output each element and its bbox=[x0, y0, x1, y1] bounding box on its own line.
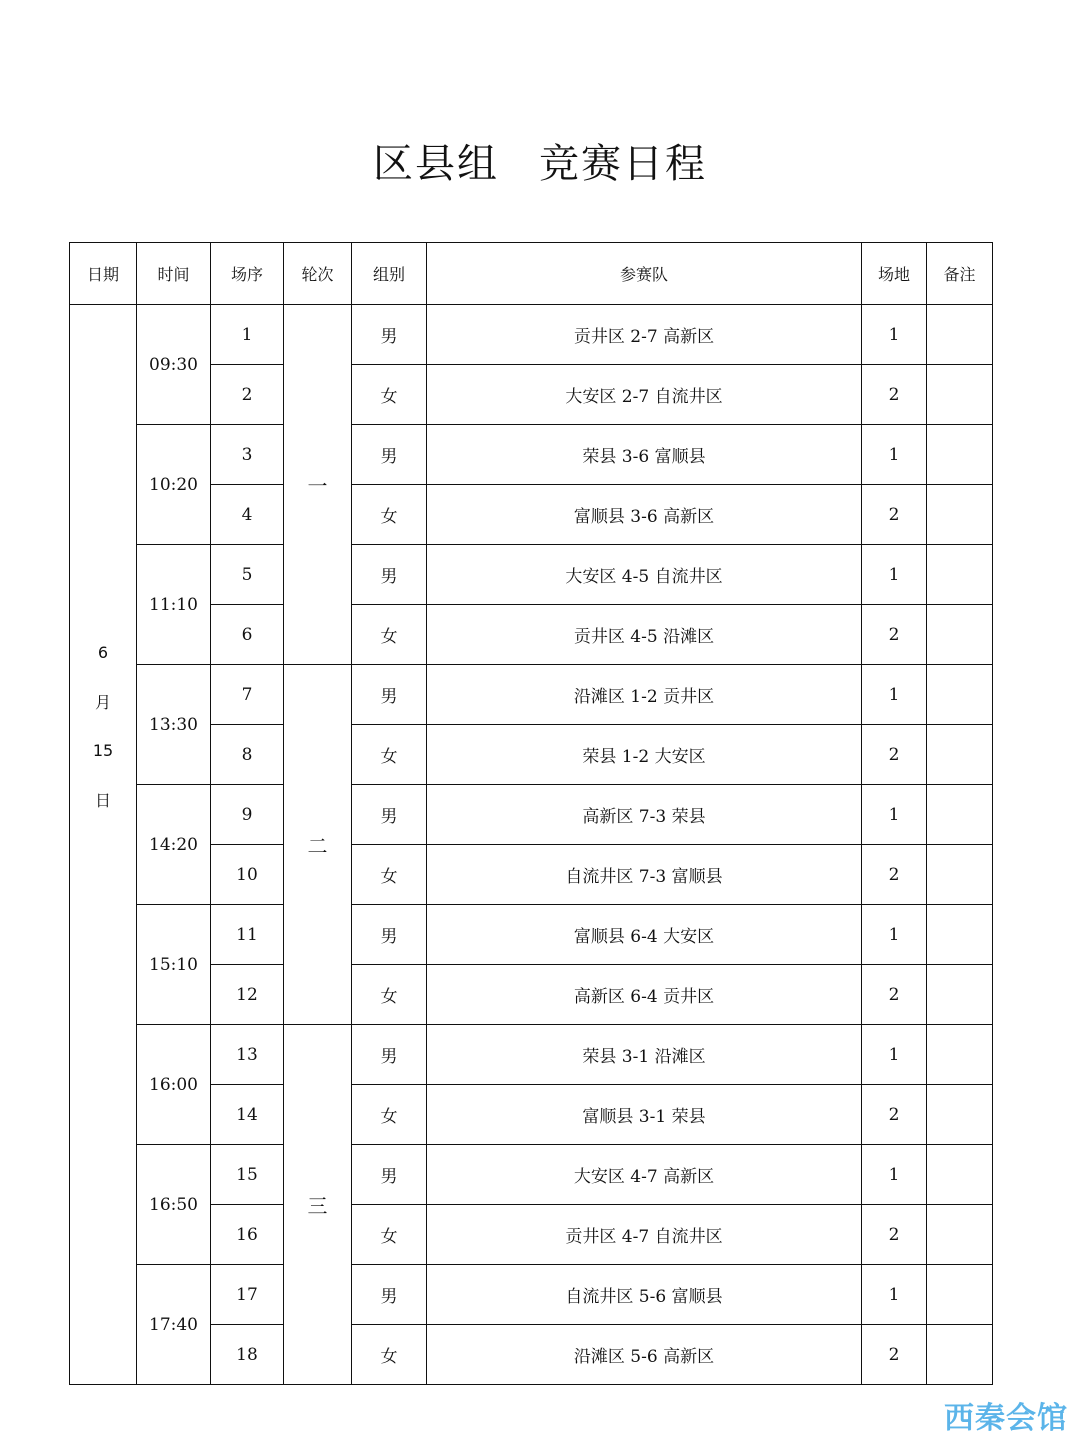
teams-cell: 自流井区 5-6 富顺县 bbox=[427, 1265, 862, 1325]
group-cell: 女 bbox=[352, 365, 427, 425]
note-cell bbox=[927, 485, 993, 545]
match-no-cell: 17 bbox=[211, 1265, 284, 1325]
header-venue: 场地 bbox=[862, 243, 927, 305]
match-no-cell: 12 bbox=[211, 965, 284, 1025]
note-cell bbox=[927, 425, 993, 485]
match-no-cell: 14 bbox=[211, 1085, 284, 1145]
venue-cell: 2 bbox=[862, 1085, 927, 1145]
note-cell bbox=[927, 1205, 993, 1265]
group-cell: 男 bbox=[352, 1265, 427, 1325]
teams-cell: 大安区 4-5 自流井区 bbox=[427, 545, 862, 605]
match-no-cell: 11 bbox=[211, 905, 284, 965]
venue-cell: 2 bbox=[862, 725, 927, 785]
teams-cell: 贡井区 4-5 沿滩区 bbox=[427, 605, 862, 665]
match-no-cell: 3 bbox=[211, 425, 284, 485]
note-cell bbox=[927, 1265, 993, 1325]
group-cell: 女 bbox=[352, 965, 427, 1025]
note-cell bbox=[927, 785, 993, 845]
note-cell bbox=[927, 305, 993, 365]
title-part2: 竞赛日程 bbox=[539, 141, 707, 187]
venue-cell: 2 bbox=[862, 1205, 927, 1265]
teams-cell: 荣县 1-2 大安区 bbox=[427, 725, 862, 785]
round-cell: 一 bbox=[284, 305, 352, 665]
teams-cell: 大安区 4-7 高新区 bbox=[427, 1145, 862, 1205]
venue-cell: 2 bbox=[862, 1325, 927, 1385]
note-cell bbox=[927, 1025, 993, 1085]
table-row bbox=[70, 1025, 993, 1085]
group-cell: 女 bbox=[352, 725, 427, 785]
group-cell: 男 bbox=[352, 545, 427, 605]
header-round: 轮次 bbox=[284, 243, 352, 305]
time-cell: 09:30 bbox=[137, 305, 211, 425]
note-cell bbox=[927, 1145, 993, 1205]
time-cell: 11:10 bbox=[137, 545, 211, 665]
time-cell: 15:10 bbox=[137, 905, 211, 1025]
venue-cell: 2 bbox=[862, 605, 927, 665]
group-cell: 男 bbox=[352, 1025, 427, 1085]
time-cell: 10:20 bbox=[137, 425, 211, 545]
teams-cell: 富顺县 3-1 荣县 bbox=[427, 1085, 862, 1145]
table-row bbox=[70, 1145, 993, 1205]
venue-cell: 2 bbox=[862, 365, 927, 425]
time-cell: 14:20 bbox=[137, 785, 211, 905]
match-no-cell: 7 bbox=[211, 665, 284, 725]
venue-cell: 1 bbox=[862, 785, 927, 845]
group-cell: 男 bbox=[352, 905, 427, 965]
venue-cell: 2 bbox=[862, 965, 927, 1025]
time-cell: 16:50 bbox=[137, 1145, 211, 1265]
table-row bbox=[70, 545, 993, 605]
header-time: 时间 bbox=[137, 243, 211, 305]
table-row bbox=[70, 905, 993, 965]
group-cell: 女 bbox=[352, 605, 427, 665]
table-row bbox=[70, 785, 993, 845]
group-cell: 女 bbox=[352, 1085, 427, 1145]
group-cell: 男 bbox=[352, 665, 427, 725]
group-cell: 男 bbox=[352, 785, 427, 845]
venue-cell: 1 bbox=[862, 665, 927, 725]
title-part1: 区县组 bbox=[373, 141, 499, 187]
header-match-no: 场序 bbox=[211, 243, 284, 305]
teams-cell: 贡井区 2-7 高新区 bbox=[427, 305, 862, 365]
note-cell bbox=[927, 605, 993, 665]
group-cell: 男 bbox=[352, 425, 427, 485]
date-day-num: 15 bbox=[92, 741, 114, 760]
note-cell bbox=[927, 1085, 993, 1145]
match-no-cell: 4 bbox=[211, 485, 284, 545]
teams-cell: 富顺县 3-6 高新区 bbox=[427, 485, 862, 545]
match-no-cell: 15 bbox=[211, 1145, 284, 1205]
match-no-cell: 8 bbox=[211, 725, 284, 785]
group-cell: 女 bbox=[352, 485, 427, 545]
note-cell bbox=[927, 725, 993, 785]
date-cell bbox=[70, 305, 137, 1385]
match-no-cell: 16 bbox=[211, 1205, 284, 1265]
time-cell: 16:00 bbox=[137, 1025, 211, 1145]
note-cell bbox=[927, 905, 993, 965]
time-cell: 13:30 bbox=[137, 665, 211, 785]
match-no-cell: 13 bbox=[211, 1025, 284, 1085]
match-no-cell: 10 bbox=[211, 845, 284, 905]
teams-cell: 荣县 3-6 富顺县 bbox=[427, 425, 862, 485]
venue-cell: 1 bbox=[862, 425, 927, 485]
venue-cell: 1 bbox=[862, 305, 927, 365]
teams-cell: 沿滩区 5-6 高新区 bbox=[427, 1325, 862, 1385]
note-cell bbox=[927, 665, 993, 725]
group-cell: 男 bbox=[352, 305, 427, 365]
teams-cell: 自流井区 7-3 富顺县 bbox=[427, 845, 862, 905]
note-cell bbox=[927, 545, 993, 605]
teams-cell: 高新区 6-4 贡井区 bbox=[427, 965, 862, 1025]
header-row bbox=[70, 243, 993, 305]
venue-cell: 2 bbox=[862, 485, 927, 545]
header-date: 日期 bbox=[70, 243, 137, 305]
page-title bbox=[0, 132, 1080, 189]
match-no-cell: 6 bbox=[211, 605, 284, 665]
venue-cell: 1 bbox=[862, 1265, 927, 1325]
time-cell: 17:40 bbox=[137, 1265, 211, 1385]
note-cell bbox=[927, 365, 993, 425]
note-cell bbox=[927, 965, 993, 1025]
group-cell: 男 bbox=[352, 1145, 427, 1205]
date-day-char: 日 bbox=[94, 791, 111, 810]
note-cell bbox=[927, 845, 993, 905]
table-row bbox=[70, 1265, 993, 1325]
table-row bbox=[70, 305, 993, 365]
header-group: 组别 bbox=[352, 243, 427, 305]
watermark-logo: 西秦会馆 bbox=[944, 1401, 1068, 1436]
venue-cell: 1 bbox=[862, 1025, 927, 1085]
teams-cell: 高新区 7-3 荣县 bbox=[427, 785, 862, 845]
teams-cell: 富顺县 6-4 大安区 bbox=[427, 905, 862, 965]
match-no-cell: 2 bbox=[211, 365, 284, 425]
note-cell bbox=[927, 1325, 993, 1385]
match-no-cell: 5 bbox=[211, 545, 284, 605]
round-cell: 三 bbox=[284, 1025, 352, 1385]
date-month-char: 月 bbox=[94, 693, 111, 712]
match-no-cell: 18 bbox=[211, 1325, 284, 1385]
teams-cell: 贡井区 4-7 自流井区 bbox=[427, 1205, 862, 1265]
match-no-cell: 1 bbox=[211, 305, 284, 365]
schedule-table bbox=[69, 242, 993, 1385]
header-teams: 参赛队 bbox=[427, 243, 862, 305]
teams-cell: 沿滩区 1-2 贡井区 bbox=[427, 665, 862, 725]
table-row bbox=[70, 665, 993, 725]
round-cell: 二 bbox=[284, 665, 352, 1025]
group-cell: 女 bbox=[352, 1205, 427, 1265]
venue-cell: 1 bbox=[862, 545, 927, 605]
venue-cell: 1 bbox=[862, 905, 927, 965]
header-note: 备注 bbox=[927, 243, 993, 305]
venue-cell: 2 bbox=[862, 845, 927, 905]
teams-cell: 大安区 2-7 自流井区 bbox=[427, 365, 862, 425]
match-no-cell: 9 bbox=[211, 785, 284, 845]
group-cell: 女 bbox=[352, 1325, 427, 1385]
teams-cell: 荣县 3-1 沿滩区 bbox=[427, 1025, 862, 1085]
date-month-num: 6 bbox=[97, 643, 109, 662]
group-cell: 女 bbox=[352, 845, 427, 905]
table-row bbox=[70, 425, 993, 485]
venue-cell: 1 bbox=[862, 1145, 927, 1205]
